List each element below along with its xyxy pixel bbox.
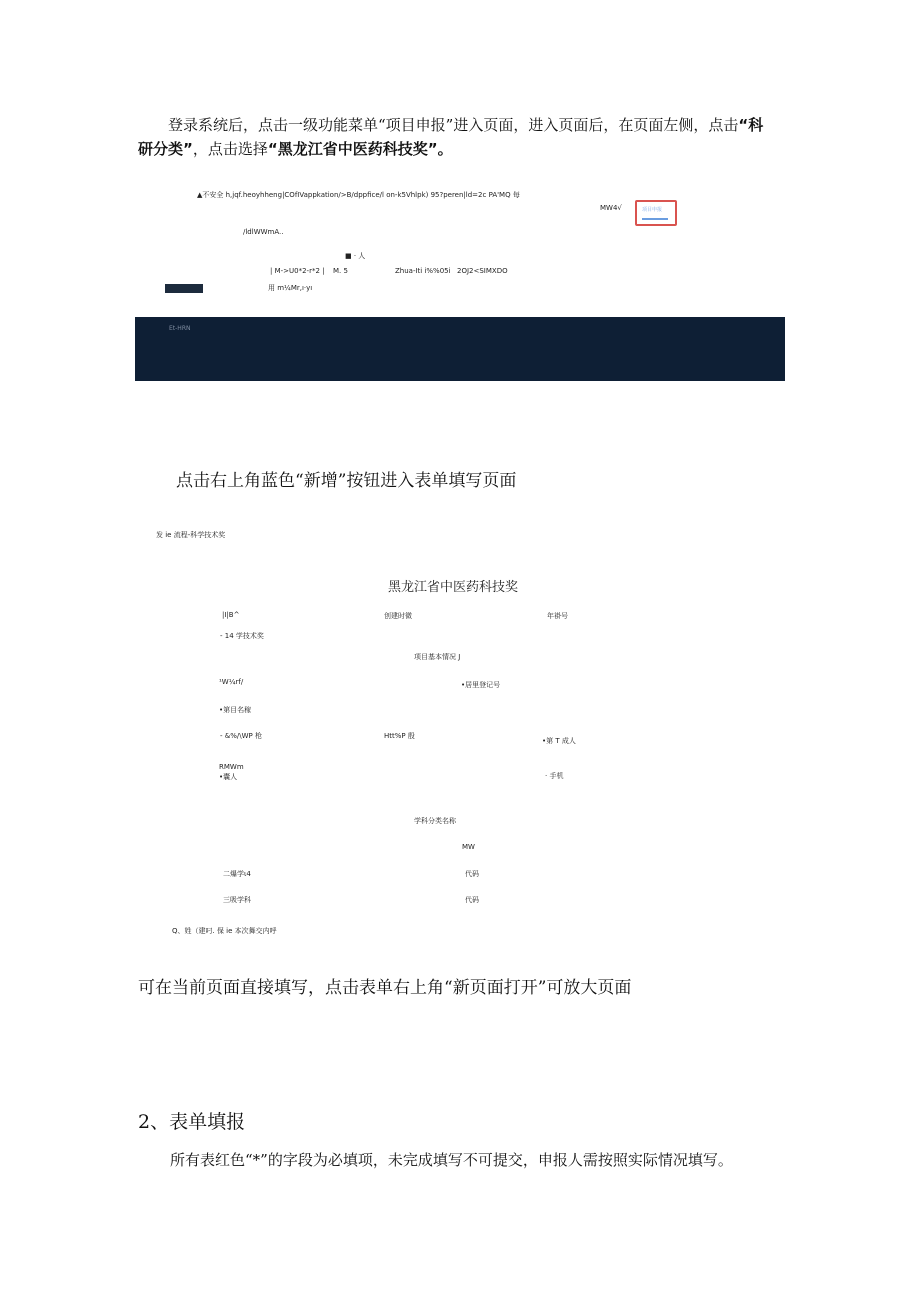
label-level-3-subject: 三吸学科 (223, 896, 251, 904)
intro-line-1-text: 登录系统后，点击一级功能菜单“项目申报”进入页面，进入页面后，在页面左侧，点击 (168, 116, 739, 134)
intro-line-2-text: ，点击选择 (192, 140, 268, 158)
label-created-time: 创建时微 (384, 612, 412, 620)
form-breadcrumb[interactable]: 发 ie 流程-科学技术奖 (156, 531, 226, 539)
intro-line-2-bold-1: 研分类” (138, 140, 193, 158)
label-w: ¹W¼rf/ (219, 678, 244, 686)
row-2-label[interactable]: 用 m¼Mr,ı·yı (268, 284, 313, 292)
intro-line-1 (168, 112, 763, 138)
intro-line-1-bold: “科 (738, 116, 764, 134)
form-title: 黑龙江省中医药科技奖 (388, 580, 519, 595)
row-col-4: 2OJ2<SIMXDO (457, 267, 508, 275)
section-subject-category: 学科分类名称 (414, 817, 456, 825)
dark-bar-label: Et-HRN (169, 325, 191, 332)
apply-button-underline (642, 218, 668, 220)
label-amp: - &%/\WP 枪 (220, 732, 262, 740)
label-code-2: 代码 (465, 896, 479, 904)
section-2-body: 所有表红色“*”的字段为必填项，未完成填写不可提交，申报人需按照实际情况填写。 (170, 1151, 733, 1169)
label-contact: •囊人 (219, 773, 238, 781)
label-code-1: 代码 (465, 870, 479, 878)
screenshot-system-page (135, 180, 785, 382)
label-level-2-subject: 二爆学ι4 (223, 870, 251, 878)
dark-footer-bar (135, 317, 785, 381)
label-registration-number: •居里登记号 (461, 681, 501, 689)
form-footer-note: Q、姓（建叼. 保 ie 本次舞交内呼 (172, 927, 277, 935)
user-label[interactable]: ■ · 人 (345, 252, 366, 260)
row-col-3: Zhua-Iti i%%05i (395, 267, 451, 275)
label-year-number: 年褂号 (547, 612, 568, 620)
label-phone: · 手机 (545, 772, 564, 780)
address-bar[interactable]: ▲不安全 h,jqf.heoyhheng|COfIVappkation/>B/dppfice/l on-k5Vhlpk) 95?peren|ld=2c PA'MQ 每 (197, 191, 520, 199)
intro-line-2 (138, 136, 453, 162)
label-project-name: •第目名稼 (219, 706, 252, 714)
left-nav-highlight[interactable] (165, 284, 203, 293)
top-right-label: MW4√ (600, 204, 622, 212)
row-col-2: M. 5 (333, 267, 348, 275)
label-htt: Htt%P 殷 (384, 732, 415, 740)
label-mw: MW (462, 843, 475, 851)
project-apply-button[interactable] (635, 200, 677, 226)
intro-line-2-bold-2: “黑龙江省中医药科技奖”。 (267, 140, 453, 158)
nav-label[interactable]: /ldlWWmA.. (243, 228, 284, 236)
caption-open-new-page: 可在当前页面直接填写，点击表单右上角“新页面打开”可放大页面 (138, 978, 632, 998)
label-award-type: - 14 学技术奖 (220, 632, 264, 640)
label-first-person: •第 T 成人 (542, 737, 576, 745)
apply-button-label: 项目申报 (642, 207, 663, 213)
section-2-heading: 2、表单填报 (138, 1111, 246, 1133)
label-rmw: RMWm (219, 763, 244, 771)
row-col-1: | M->U0*2-r*2 | (270, 267, 325, 275)
label-a: |I|B^ (222, 611, 240, 619)
section-basic-info: 项目基本情况 J (414, 653, 461, 661)
caption-new-button: 点击右上角蓝色“新增”按钮进入表单填写页面 (176, 471, 517, 491)
